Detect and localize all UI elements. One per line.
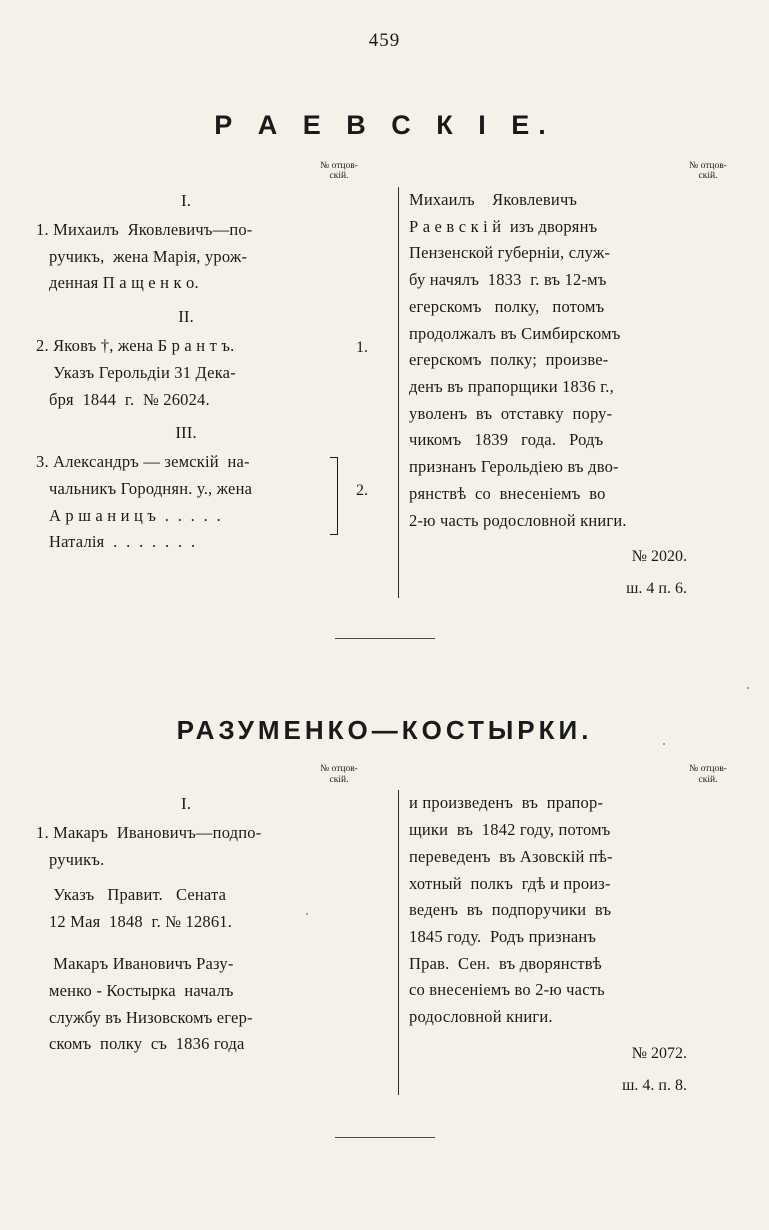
biography-line: рянствѣ со внесеніемъ во (409, 483, 606, 503)
column-header-left: № отцов- скій. (320, 764, 358, 785)
page-number: 459 (368, 30, 401, 51)
biography-line: Р а е в с к і й изъ дворянъ (409, 216, 598, 236)
biography-line: переведенъ въ Азовскій пѣ- (409, 846, 613, 866)
genealogy-line: скомъ полку съ 1836 года (36, 1034, 245, 1054)
biography-line: чикомъ 1839 года. Родъ (409, 430, 604, 450)
biography-line: егерскомъ полку, потомъ (409, 296, 605, 316)
reference-shelf: ш. 4 п. 6. (626, 580, 687, 598)
column-headers-row-2 (0, 764, 769, 790)
biography-line: Пензенской губерніи, служ- (409, 243, 611, 263)
section-raevskie (0, 110, 769, 639)
father-number: 1. (356, 339, 368, 356)
biography-line: продолжалъ въ Симбирскомъ (409, 323, 621, 343)
biography-line: веденъ въ подпоручики въ (409, 900, 612, 920)
section-title: Р А Е В С К І Е. (214, 110, 555, 140)
roman-numeral-i: I. (181, 794, 191, 814)
biography-line: признанъ Герольдіею въ дво- (409, 457, 619, 477)
group-i (36, 191, 336, 297)
section-razumenko-kostyrki (0, 715, 769, 1137)
entry-body-1 (0, 187, 769, 598)
genealogy-line: Макаръ Ивановичъ Разу- (36, 954, 234, 974)
biography-line: со внесеніемъ во 2-ю часть (409, 980, 605, 1000)
genealogy-line: ручикъ, жена Марія, урож- (36, 246, 248, 266)
biography-line: хотный полкъ гдѣ и произ- (409, 873, 611, 893)
section-separator-rule (335, 1137, 435, 1138)
genealogy-line: службу въ Низовскомъ егер- (36, 1007, 253, 1027)
reference-number: № 2072. (631, 1044, 687, 1062)
paper-speck (306, 913, 308, 915)
roman-numeral-i: I. (181, 191, 191, 210)
left-genealogy-column (36, 790, 336, 1058)
column-divider (398, 187, 399, 598)
genealogy-line: Указъ Правит. Сената (36, 884, 227, 904)
biography-line: денъ въ прапорщики 1836 г., (409, 377, 614, 397)
section-title: РАЗУМЕНКО—КОСТЫРКИ. (176, 715, 593, 746)
biography-line: уволенъ въ отставку пору- (409, 403, 613, 423)
column-header-right: № отцов- скій. (689, 764, 727, 785)
genealogy-line: Указъ Герольдіи 31 Дека- (36, 362, 236, 382)
genealogy-line: 2. Яковъ †, жена Б р а н т ъ. (36, 336, 235, 356)
biography-line: щики въ 1842 году, потомъ (409, 820, 611, 840)
genealogy-line: 1. Михаилъ Яковлевичъ—по- (36, 220, 253, 239)
genealogy-line: Наталія . . . . . . . (36, 532, 196, 552)
column-header-right: № отцов- скій. (689, 161, 727, 182)
group-iii (36, 423, 336, 556)
paper-speck (747, 687, 749, 689)
reference-number: № 2020. (631, 548, 687, 566)
right-biography-column (409, 187, 709, 598)
section-separator-rule (335, 638, 435, 639)
biography-line: Михаилъ Яковлевичъ (409, 190, 578, 209)
roman-numeral-ii: II. (178, 307, 194, 327)
document-page (0, 30, 769, 1230)
genealogy-line: бря 1844 г. № 26024. (36, 389, 210, 409)
column-header-left: № отцов- скій. (320, 161, 358, 182)
genealogy-line: менко - Костырка началъ (36, 980, 234, 1000)
father-number: 2. (356, 482, 368, 499)
genealogy-line: 3. Александръ — земскій на- (36, 452, 250, 472)
biography-line: 2-ю часть родословной книги. (409, 510, 627, 530)
group-ii (36, 307, 336, 413)
column-headers-row-1 (0, 161, 769, 187)
genealogy-line: денная П а щ е н к о. (36, 273, 199, 293)
biography-line: родословной книги. (409, 1007, 553, 1027)
biography-line: бу начялъ 1833 г. въ 12-мъ (409, 270, 607, 290)
left-genealogy-column (36, 187, 336, 556)
biography-line: егерскомъ полку; произве- (409, 350, 609, 370)
group-biography-left (36, 951, 336, 1058)
biography-line: Прав. Сен. въ дворянствѣ (409, 953, 602, 973)
genealogy-line: А р ш а н и ц ъ . . . . . (36, 505, 221, 525)
column-divider (398, 790, 399, 1094)
right-biography-column (409, 790, 709, 1094)
group-i (36, 794, 336, 935)
entry-body-2 (0, 790, 769, 1094)
genealogy-line: ручикъ. (36, 850, 105, 870)
roman-numeral-iii: III. (175, 423, 197, 443)
genealogy-line: чальникъ Городнян. у., жена (36, 479, 253, 499)
genealogy-line: 1. Макаръ Ивановичъ—подпо- (36, 823, 262, 843)
father-number-column (336, 187, 388, 500)
paper-speck (663, 743, 665, 745)
reference-shelf: ш. 4. п. 8. (622, 1076, 687, 1094)
genealogy-line: 12 Мая 1848 г. № 12861. (36, 911, 233, 931)
biography-line: 1845 году. Родъ признанъ (409, 926, 597, 946)
biography-line: и произведенъ въ прапор- (409, 793, 604, 813)
